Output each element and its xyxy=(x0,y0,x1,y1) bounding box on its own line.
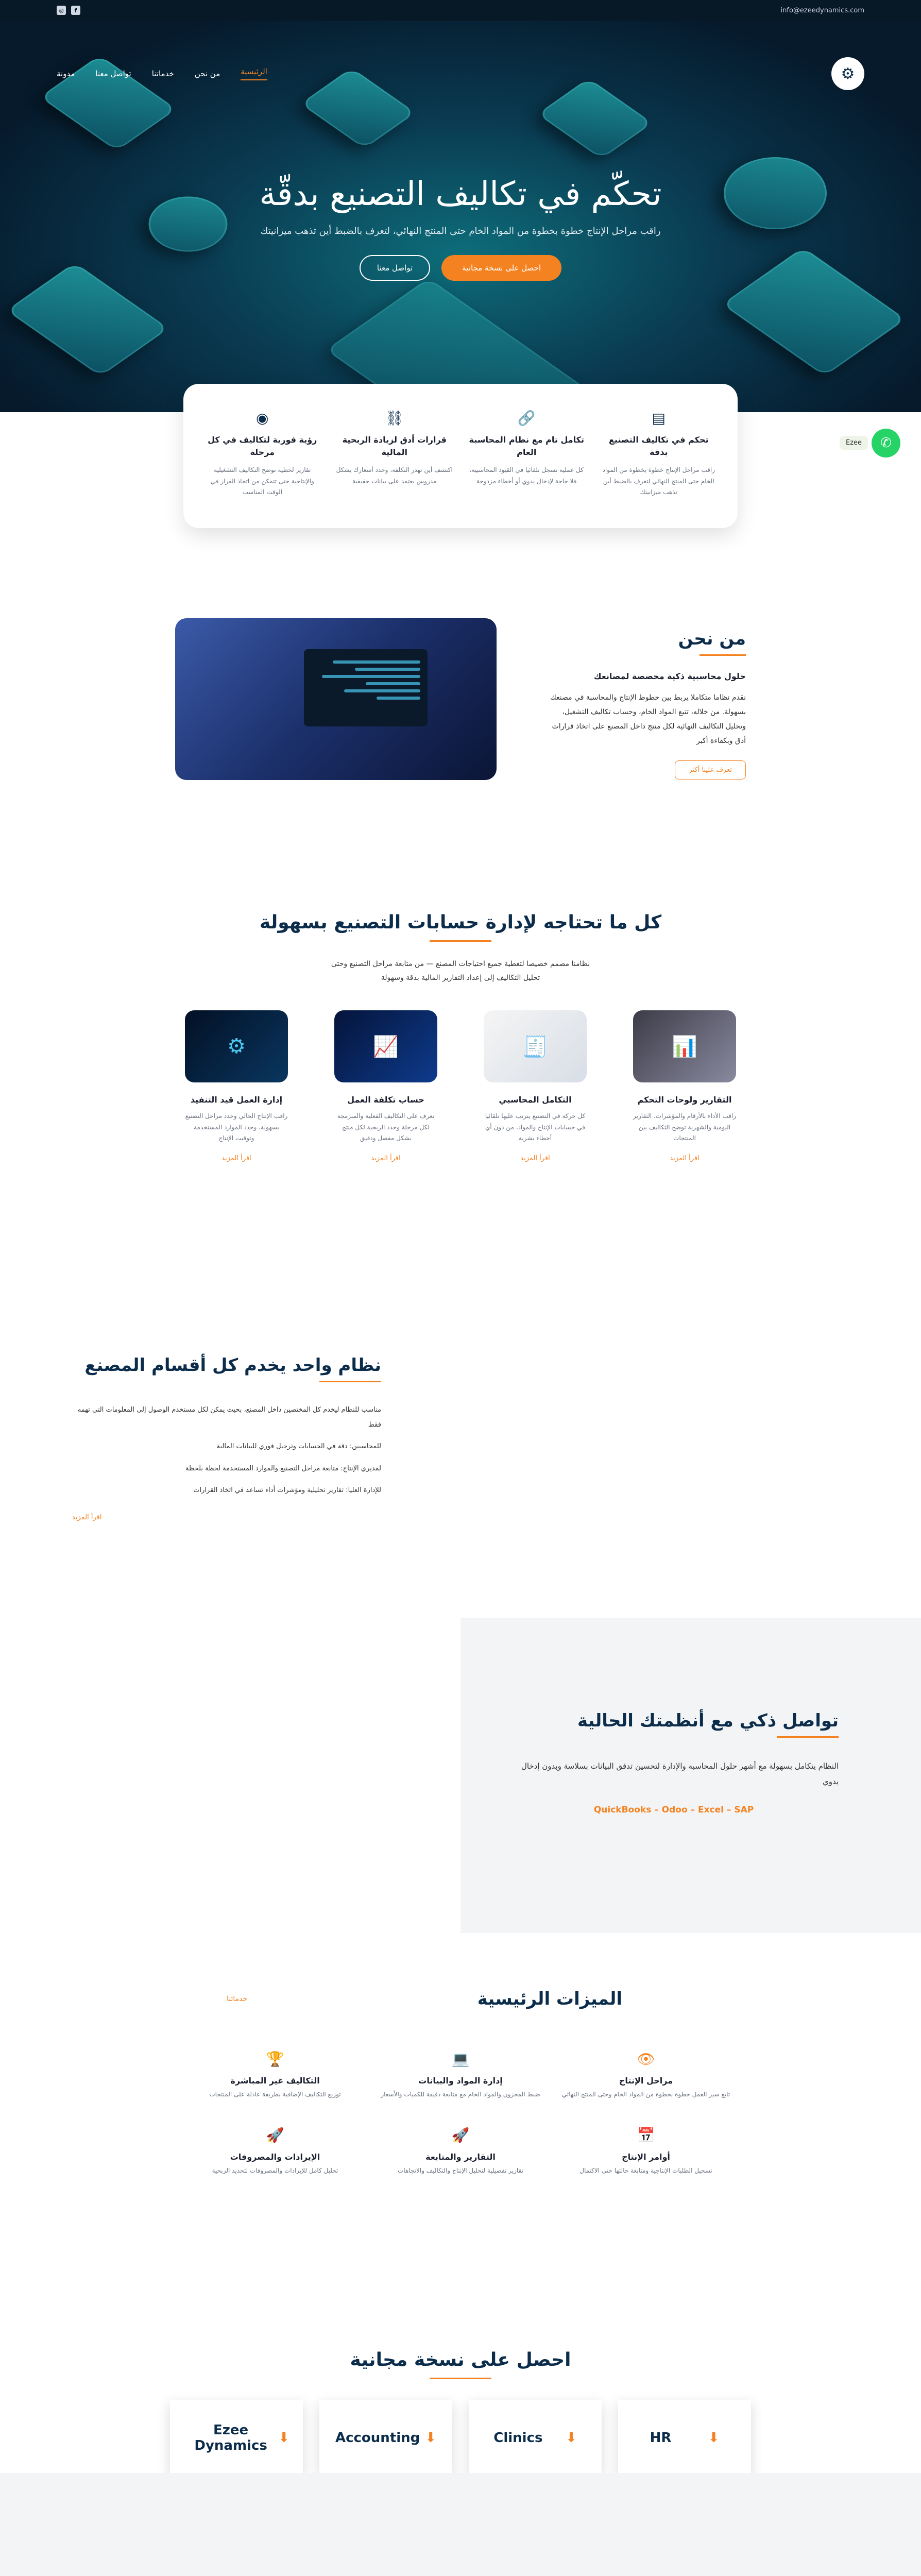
main-feature-title: التقارير والمتابعة xyxy=(425,2152,496,2162)
services-list xyxy=(0,1010,921,1162)
title-underline xyxy=(777,1736,839,1738)
main-feature-text: تحليل كامل للإيرادات والمصروفات لتحديد الربحية xyxy=(212,2167,338,2174)
integration-title: تواصل ذكي مع أنظمتك الحالية xyxy=(577,1710,839,1731)
main-feature xyxy=(182,2050,368,2098)
globe-icon: ◉ xyxy=(256,410,269,427)
top-bar xyxy=(0,0,921,21)
eye-icon: 👁 xyxy=(637,2050,655,2067)
service-card xyxy=(484,1010,587,1162)
link-icon: 🔗 xyxy=(517,410,536,427)
main-feature xyxy=(553,2050,739,2098)
nav-item-services[interactable]: خدماتنا xyxy=(151,69,174,78)
feature-item xyxy=(204,410,321,502)
service-title: التقارير ولوحات التحكم xyxy=(637,1095,732,1105)
features-card xyxy=(183,384,738,528)
service-image: ⚙ xyxy=(185,1010,288,1082)
free-copy-section xyxy=(0,2349,921,2476)
main-feature-title: إدارة المواد والبيانات xyxy=(418,2076,503,2086)
main-feature-title: الإيرادات والمصروفات xyxy=(230,2152,320,2162)
about-image xyxy=(175,618,497,780)
main-feature-text: ضبط المخزون والمواد الخام مع متابعة دقيقة للكميات والأسعار xyxy=(381,2091,540,2098)
feature-title: تحكم في تكاليف التصنيع بدقة xyxy=(609,435,709,457)
whatsapp-icon[interactable]: ✆ xyxy=(872,429,900,457)
integration-text: النظام يتكامل بسهولة مع أشهر حلول المحاسبة والإدارة لتحسين تدفق البيانات بسلاسة وبدون إدخال يدوي xyxy=(521,1761,839,1786)
main-feature-text: تقارير تفصيلية لتحليل الإنتاج والتكاليف والاتجاهات xyxy=(398,2167,523,2174)
service-text: كل حركة في التصنيع يترتب عليها تلقائيا في حسابات الإنتاج والمواد، من دون أي أخطاء بشرية xyxy=(485,1112,586,1142)
title-underline xyxy=(319,1381,381,1382)
services-intro: نظامنا مصمم خصيصا لتغطية جميع احتياجات المصنع — من متابعة مراحل التصنيع وحتى تحليل التكاليف إلى إعداد التقارير المالية بدقة وسهولة xyxy=(331,960,590,982)
service-title: إدارة العمل قيد التنفيذ xyxy=(190,1095,283,1105)
rocket-icon: 🚀 xyxy=(451,2127,470,2144)
nav-item-contact[interactable]: تواصل معنا xyxy=(95,69,131,78)
hero-title: تحكّم في تكاليف التصنيع بدقّة xyxy=(259,175,662,213)
download-icon: ⬇ xyxy=(565,2430,577,2446)
service-read-more[interactable]: اقرأ المزيد xyxy=(520,1154,550,1162)
title-underline xyxy=(700,654,746,656)
code-screen xyxy=(304,649,428,726)
main-features-header xyxy=(0,1989,921,2009)
hero-content xyxy=(0,175,921,281)
service-read-more[interactable]: اقرأ المزيد xyxy=(670,1154,700,1162)
service-card xyxy=(334,1010,437,1162)
one-system-line: للإدارة العليا: تقارير تحليلية ومؤشرات أداء تساعد في اتخاذ القرارات xyxy=(193,1486,381,1495)
calendar-icon: 📅 xyxy=(637,2127,655,2144)
service-card xyxy=(633,1010,736,1162)
download-card-clinics[interactable] xyxy=(469,2400,602,2476)
network-icon: ⛓ xyxy=(385,410,404,427)
download-card-accounting[interactable] xyxy=(319,2400,452,2476)
one-system-title: نظام واحد يخدم كل أقسام المصنع xyxy=(84,1355,381,1376)
instagram-icon[interactable]: ◎ xyxy=(57,6,66,15)
free-copy-list xyxy=(0,2400,921,2476)
feature-title: قرارات أدق لزيادة الربحية المالية xyxy=(342,435,447,457)
download-card-label: Accounting xyxy=(335,2430,420,2446)
download-icon: ⬇ xyxy=(425,2430,437,2446)
nav-item-home[interactable]: الرئيسية xyxy=(241,67,267,80)
whatsapp-tag[interactable]: Ezee xyxy=(840,436,868,450)
facebook-icon[interactable]: f xyxy=(71,6,80,15)
services-section xyxy=(0,912,921,1162)
feature-item xyxy=(601,410,718,502)
main-features-title: الميزات الرئيسية xyxy=(477,1989,622,2009)
main-features-grid xyxy=(0,2050,921,2174)
services-title: كل ما تحتاجه لإدارة حسابات التصنيع بسهولة xyxy=(259,912,662,933)
feature-text: كل عملية تسجل تلقائيا في القيود المحاسبية، فلا حاجة لإدخال يدوي أو أخطاء مزدوجة xyxy=(469,466,584,485)
service-title: التكامل المحاسبي xyxy=(499,1095,572,1105)
trophy-icon: 🏆 xyxy=(266,2050,284,2067)
about-title: من نحن xyxy=(678,629,746,649)
hero-subtitle: راقب مراحل الإنتاج خطوة بخطوة من المواد الخام حتى المنتج النهائي، لتعرف بالضبط أين تذهب ميزانيتك xyxy=(260,226,661,236)
nav-item-blog[interactable]: مدونة xyxy=(57,69,75,78)
about-more-button[interactable]: تعرف علينا أكثر xyxy=(675,760,746,779)
service-card xyxy=(185,1010,288,1162)
contact-button[interactable]: تواصل معنا xyxy=(360,255,430,281)
about-paragraph: نقدم نظاما متكاملا يربط بين خطوط الإنتاج والمحاسبة في مصنعك بسهولة. من خلاله، تتبع المواد الخام، وحساب تكاليف التشغيل، وتحليل التكاليف النهائية لكل منتج داخل المصنع على اتخاذ قرارات أدق وبكفاءة أكبر xyxy=(550,693,746,745)
clients-section xyxy=(0,2473,921,2576)
service-image: 📈 xyxy=(334,1010,437,1082)
service-text: راقب الإنتاج الحالي وحدد مراحل التصنيع بسهولة، وحدد الموارد المستخدمة وتوقيت الإنتاج xyxy=(185,1112,288,1142)
main-feature-text: تابع سير العمل خطوة بخطوة من المواد الخام وحتى المنتج النهائي xyxy=(561,2091,730,2098)
service-image: 🧾 xyxy=(484,1010,587,1082)
nav-item-about[interactable]: من نحن xyxy=(194,69,220,78)
service-text: راقب الأداء بالأرقام والمؤشرات. التقارير اليومية والشهرية توضح التكاليف بين المنتجات xyxy=(633,1112,736,1142)
hero-section xyxy=(0,21,921,412)
main-feature-title: مراحل الإنتاج xyxy=(619,2076,673,2086)
email-link[interactable]: info@ezeedynamics.com xyxy=(780,6,864,14)
nav-menu xyxy=(57,67,267,80)
download-card-hr[interactable] xyxy=(618,2400,751,2476)
free-copy-title: احصل على نسخة مجانية xyxy=(350,2349,571,2370)
service-image: 📊 xyxy=(633,1010,736,1082)
about-text xyxy=(540,629,746,779)
feature-text: راقب مراحل الإنتاج خطوة بخطوة من المواد الخام حتى المنتج النهائي لتعرف بالضبط أين تذهب ميزانيتك xyxy=(602,466,715,496)
main-nav xyxy=(0,45,921,102)
feature-text: تقارير لحظية توضح التكاليف التشغيلية والإنتاجية حتى تتمكن من اتخاذ القرار في الوقت المناسب xyxy=(210,466,314,496)
main-feature-text: توزيع التكاليف الإضافية بطريقة عادلة على المنتجات xyxy=(209,2091,341,2098)
one-system-more-link[interactable]: اقرأ المزيد xyxy=(72,1513,102,1521)
cost-icon: ▤ xyxy=(652,410,666,427)
download-icon: ⬇ xyxy=(708,2430,720,2446)
main-feature-title: التكاليف غير المباشرة xyxy=(230,2076,320,2086)
free-copy-button[interactable]: احصل على نسخة مجانية xyxy=(441,255,561,281)
main-feature xyxy=(368,2127,553,2174)
feature-title: رؤية فورية لتكاليف في كل مرحلة xyxy=(208,435,317,457)
service-read-more[interactable]: اقرأ المزيد xyxy=(221,1154,251,1162)
main-feature xyxy=(182,2127,368,2174)
one-system-section xyxy=(72,1355,381,1521)
one-system-line: للمحاسبين: دقة في الحسابات وترحيل فوري للبيانات المالية xyxy=(216,1443,381,1451)
one-system-line: مناسب للنظام ليخدم كل المختصين داخل المصنع، بحيث يمكن لكل مستخدم الوصول إلى المعلومات التي تهمه فقط xyxy=(77,1406,381,1429)
feature-item xyxy=(336,410,453,502)
download-card-label: Ezee Dynamics xyxy=(194,2422,267,2453)
title-underline xyxy=(430,2378,491,2379)
download-card-label: HR xyxy=(650,2430,672,2446)
rocket-icon: 🚀 xyxy=(266,2127,284,2144)
title-underline xyxy=(430,940,491,942)
service-title: حساب تكلفة العمل xyxy=(347,1095,424,1105)
service-text: تعرف على التكاليف الفعلية والمبرمجة لكل مرحلة وحدد الربحية لكل منتج بشكل مفصل ودقيق xyxy=(337,1112,435,1142)
main-features-section xyxy=(0,1989,921,2174)
main-feature xyxy=(368,2050,553,2098)
download-card-label: Clinics xyxy=(493,2430,543,2446)
main-feature xyxy=(553,2127,739,2174)
main-feature-text: تسجيل الطلبات الإنتاجية ومتابعة حالتها حتى الاكتمال xyxy=(579,2167,712,2174)
hero-buttons xyxy=(0,255,921,281)
one-system-line: لمديري الإنتاج: متابعة مراحل التصنيع والموارد المستخدمة لحظة بلحظة xyxy=(185,1464,381,1472)
feature-title: تكامل تام مع نظام المحاسبة العام xyxy=(469,435,584,457)
download-icon: ⬇ xyxy=(278,2430,289,2446)
gear-logo-icon[interactable]: ⚙ xyxy=(831,57,864,90)
integration-tech: QuickBooks – Odoo – Excel – SAP xyxy=(593,1805,754,1815)
main-features-link[interactable]: خدماتنا xyxy=(227,1995,248,2003)
integration-section xyxy=(460,1618,921,1933)
service-read-more[interactable]: اقرأ المزيد xyxy=(371,1154,401,1162)
feature-text: اكتشف أين تهدر التكلفة، وحدد أسعارك بشكل مدروس يعتمد على بيانات حقيقية xyxy=(336,466,453,485)
laptop-icon: 💻 xyxy=(451,2050,470,2067)
social-links xyxy=(57,6,80,15)
download-card-ezee[interactable] xyxy=(170,2400,303,2476)
about-subtitle: حلول محاسبية ذكية مخصصة لمصانعك xyxy=(593,671,746,681)
feature-item xyxy=(468,410,585,502)
about-section xyxy=(175,618,746,783)
main-feature-title: أوامر الإنتاج xyxy=(622,2152,670,2162)
